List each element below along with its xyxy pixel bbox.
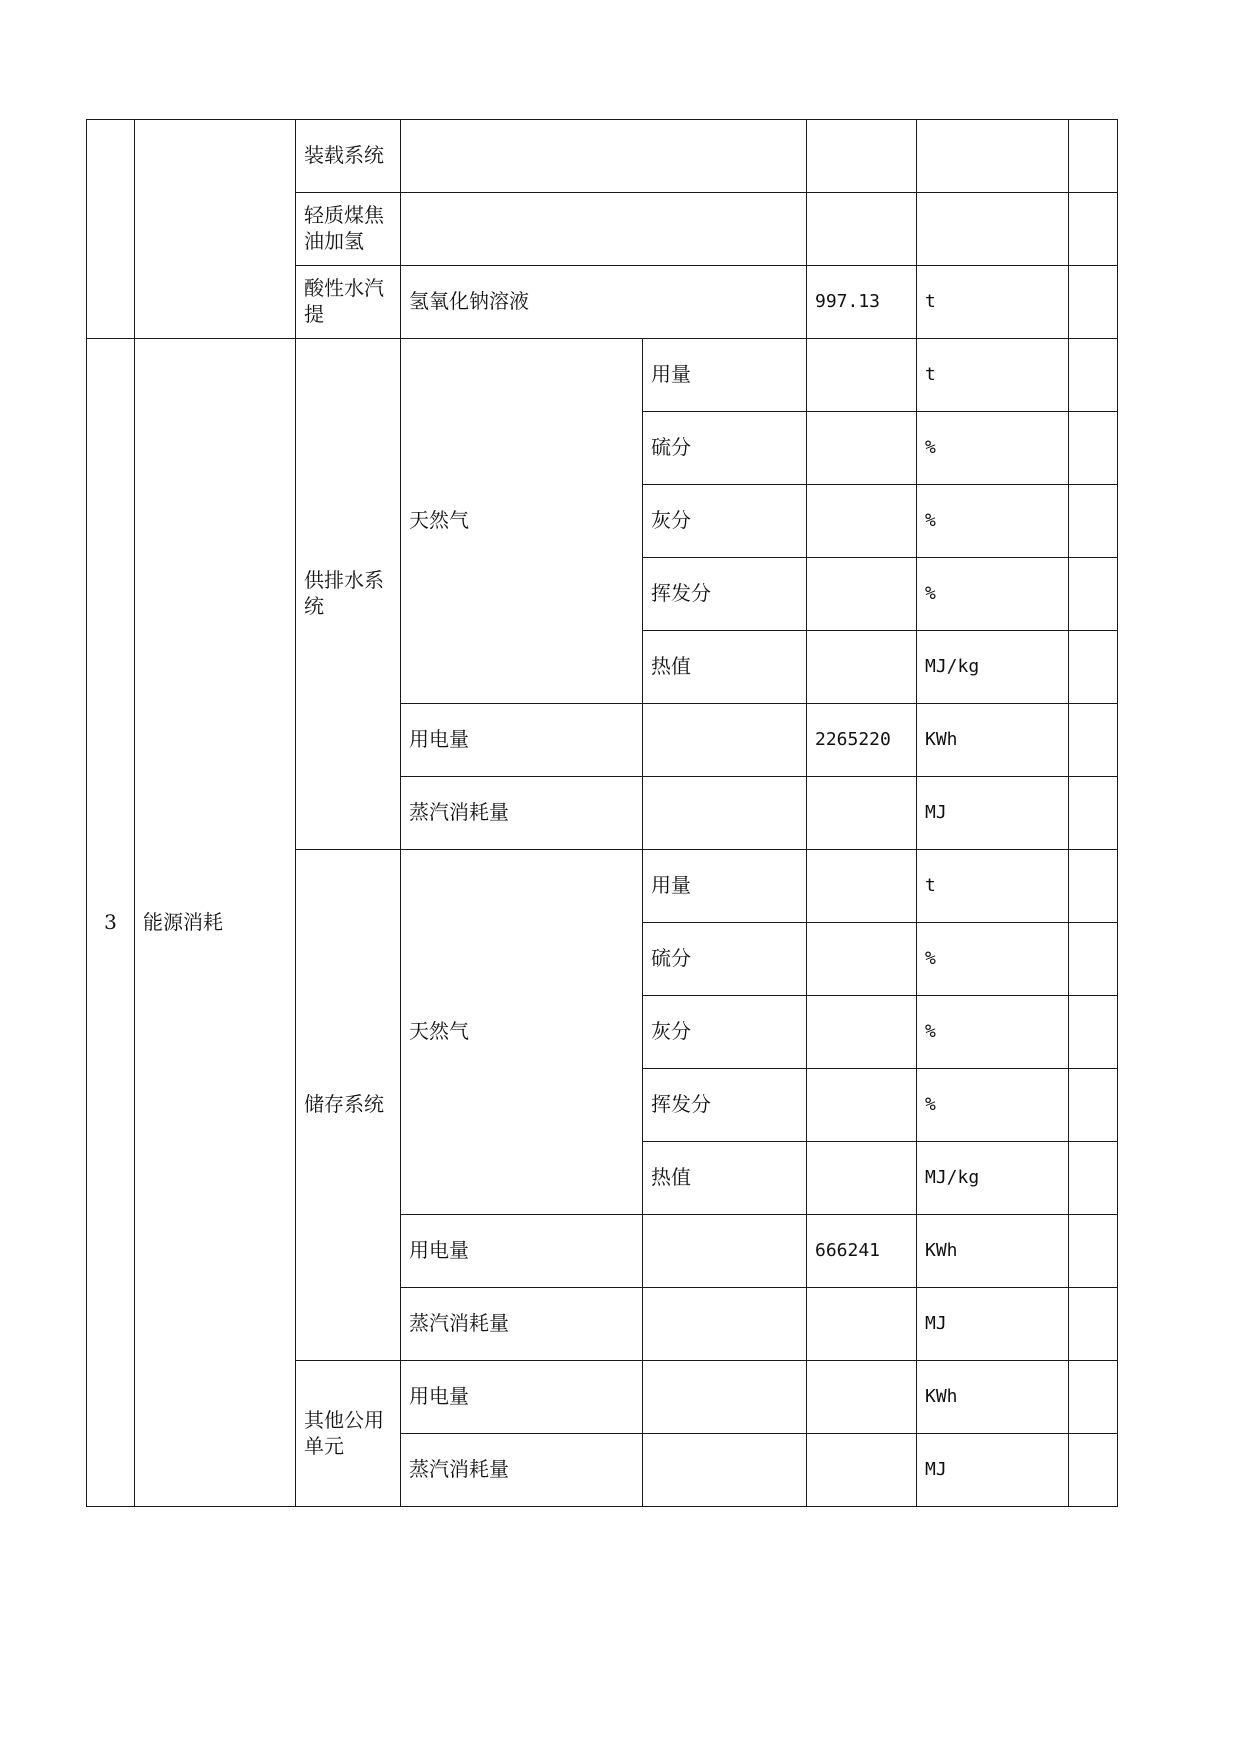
unit-cell: % <box>917 996 1069 1069</box>
value-cell <box>807 923 917 996</box>
item-cell: 用电量 <box>401 1361 643 1434</box>
param-cell <box>643 1215 807 1288</box>
value-cell <box>807 1361 917 1434</box>
unit-cell: MJ <box>917 1434 1069 1507</box>
param-cell: 灰分 <box>643 485 807 558</box>
param-cell: 灰分 <box>643 996 807 1069</box>
unit-cell <box>917 120 1069 193</box>
param-cell: 用量 <box>643 850 807 923</box>
unit-name-cell: 其他公用单元 <box>296 1361 401 1507</box>
unit-name-cell: 储存系统 <box>296 850 401 1361</box>
item-cell: 蒸汽消耗量 <box>401 1434 643 1507</box>
value-cell <box>807 1142 917 1215</box>
value-cell <box>807 193 917 266</box>
note-cell <box>1069 120 1118 193</box>
value-cell <box>807 631 917 704</box>
value-cell <box>807 412 917 485</box>
unit-name-cell: 酸性水汽提 <box>296 266 401 339</box>
unit-name-cell: 供排水系统 <box>296 339 401 850</box>
param-cell <box>643 704 807 777</box>
param-cell <box>643 777 807 850</box>
param-cell: 挥发分 <box>643 1069 807 1142</box>
note-cell <box>1069 923 1118 996</box>
table-row <box>87 120 1118 193</box>
unit-cell: KWh <box>917 1361 1069 1434</box>
value-cell <box>807 777 917 850</box>
value-cell <box>807 558 917 631</box>
unit-cell: t <box>917 266 1069 339</box>
param-cell <box>643 1288 807 1361</box>
note-cell <box>1069 1434 1118 1507</box>
unit-cell: t <box>917 850 1069 923</box>
unit-cell: % <box>917 485 1069 558</box>
unit-cell: % <box>917 558 1069 631</box>
unit-cell: t <box>917 339 1069 412</box>
item-cell: 用电量 <box>401 1215 643 1288</box>
category-cell <box>135 120 296 339</box>
value-cell <box>807 120 917 193</box>
param-cell: 用量 <box>643 339 807 412</box>
note-cell <box>1069 1069 1118 1142</box>
value-cell: 666241 <box>807 1215 917 1288</box>
note-cell <box>1069 193 1118 266</box>
value-cell <box>807 1288 917 1361</box>
unit-name-cell: 装载系统 <box>296 120 401 193</box>
param-cell: 挥发分 <box>643 558 807 631</box>
unit-cell: MJ <box>917 1288 1069 1361</box>
note-cell <box>1069 850 1118 923</box>
param-cell: 热值 <box>643 1142 807 1215</box>
param-cell: 热值 <box>643 631 807 704</box>
note-cell <box>1069 339 1118 412</box>
item-cell: 蒸汽消耗量 <box>401 777 643 850</box>
unit-cell: % <box>917 412 1069 485</box>
section-index-cell: 3 <box>87 339 135 1507</box>
note-cell <box>1069 1215 1118 1288</box>
note-cell <box>1069 412 1118 485</box>
value-cell <box>807 485 917 558</box>
value-cell <box>807 1434 917 1507</box>
note-cell <box>1069 558 1118 631</box>
note-cell <box>1069 777 1118 850</box>
value-cell <box>807 1069 917 1142</box>
item-cell: 蒸汽消耗量 <box>401 1288 643 1361</box>
unit-cell: % <box>917 1069 1069 1142</box>
gas-name-cell: 天然气 <box>401 339 643 704</box>
param-cell <box>643 1361 807 1434</box>
unit-cell: KWh <box>917 704 1069 777</box>
index-cell <box>87 120 135 339</box>
note-cell <box>1069 1288 1118 1361</box>
item-cell: 用电量 <box>401 704 643 777</box>
note-cell <box>1069 1361 1118 1434</box>
param-cell: 硫分 <box>643 923 807 996</box>
unit-name-cell: 轻质煤焦油加氢 <box>296 193 401 266</box>
note-cell <box>1069 1142 1118 1215</box>
material-cell <box>401 193 807 266</box>
note-cell <box>1069 704 1118 777</box>
table-row <box>87 339 1118 412</box>
value-cell <box>807 996 917 1069</box>
material-cell: 氢氧化钠溶液 <box>401 266 807 339</box>
note-cell <box>1069 266 1118 339</box>
section-category-cell: 能源消耗 <box>135 339 296 1507</box>
unit-cell: MJ <box>917 777 1069 850</box>
note-cell <box>1069 485 1118 558</box>
param-cell: 硫分 <box>643 412 807 485</box>
unit-cell <box>917 193 1069 266</box>
note-cell <box>1069 631 1118 704</box>
material-cell <box>401 120 807 193</box>
unit-cell: % <box>917 923 1069 996</box>
value-cell <box>807 339 917 412</box>
value-cell: 2265220 <box>807 704 917 777</box>
unit-cell: KWh <box>917 1215 1069 1288</box>
note-cell <box>1069 996 1118 1069</box>
param-cell <box>643 1434 807 1507</box>
value-cell <box>807 850 917 923</box>
gas-name-cell: 天然气 <box>401 850 643 1215</box>
energy-consumption-table <box>86 119 1118 1507</box>
value-cell: 997.13 <box>807 266 917 339</box>
unit-cell: MJ/kg <box>917 631 1069 704</box>
unit-cell: MJ/kg <box>917 1142 1069 1215</box>
